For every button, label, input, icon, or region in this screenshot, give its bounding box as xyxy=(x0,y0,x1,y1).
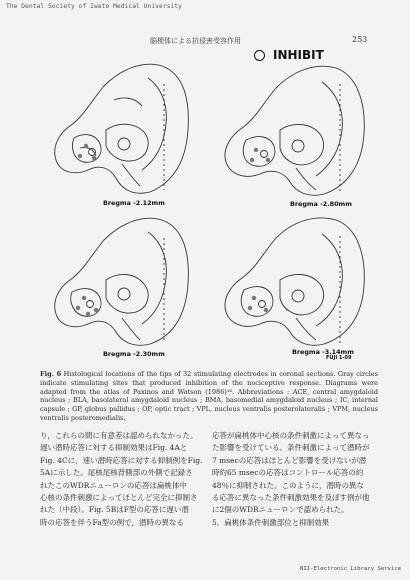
open-circle-icon xyxy=(254,50,265,61)
brain-diagram-a xyxy=(44,60,194,198)
body-line: た影響を受けている。条件刺激によって潜時が xyxy=(212,443,370,453)
brain-section-b xyxy=(212,64,370,200)
body-column-left xyxy=(40,430,210,529)
body-line: り，これらの間に有意差は認められなかった。 xyxy=(40,431,198,440)
brain-section-d xyxy=(212,216,370,350)
panel-d-label: Bregma -3.14mm xyxy=(292,348,354,356)
panel-a-label: Bregma -2.12mm xyxy=(103,199,165,207)
panel-b-label: Bregma -2.80mm xyxy=(290,200,352,208)
body-line: 7 msecの応答はほとんど影響を受けないが潜 xyxy=(212,455,367,465)
body-line: 心核の条件刺激によってほとんど完全に抑制さ xyxy=(40,493,198,503)
brain-diagram-b xyxy=(212,64,370,200)
figure-caption xyxy=(40,370,378,423)
brain-section-a xyxy=(44,60,194,198)
running-title: 脳梗体による抗侵害受容作用 xyxy=(150,37,241,45)
panel-c-label: Bregma -2.30mm xyxy=(103,350,165,358)
journal-header: The Dental Society of Iwate Medical University xyxy=(6,3,182,10)
figure-code: FUJI 1-09 xyxy=(326,355,352,361)
section-heading: 5．扁桃体条件刺激部位と抑制効果 xyxy=(212,517,330,527)
body-line: 48％に抑制された。このように，潜時の異な xyxy=(212,480,365,490)
body-line: 時の応答を伴うFa型の例で，潜時の異なる xyxy=(40,517,185,527)
caption-label: Fig. 6 xyxy=(40,370,62,378)
body-line: れた（中段）。Fig. 5BはF型の応答に遅い潜 xyxy=(40,505,189,515)
body-line: れたこのWDRニューロンの応答は扁桃体中 xyxy=(40,480,187,490)
page-number: 253 xyxy=(352,35,368,44)
inhibit-legend xyxy=(254,48,324,62)
legend-label: INHIBIT xyxy=(273,48,324,62)
brain-diagram-c xyxy=(44,214,194,350)
body-line: 応答が扁桃体中心核の条件刺激によって異なっ xyxy=(212,431,370,440)
body-line: る応答に異なった条件刺激効果を及ぼす例が他 xyxy=(212,493,370,503)
brain-section-c xyxy=(44,214,194,350)
body-line: 時約65 msecの応答はコントロール応答の約 xyxy=(212,468,364,478)
brain-diagram-d xyxy=(212,216,370,350)
caption-text: Histological locations of the tips of 32 stimulating electrodes in coronal sections. Gray circles indicate stimulating sites that produced inhibition of the nociceptive response. Diagrams were adapted from the atlas of Paxinos and Watson (1986)¹⁶. Abbreviations : ACE, central amygdaloid nucleus ; BLA, basolateral amygdaloid nucleus ; BMA, basomedial amygdaloid nucleus ; IC, internal capsule ; GP, globus pallidus ; OP, optic tract ; VPL, nucleus ventralis posterolateralis ; VPM, nucleus ventralis posteromedialis. xyxy=(40,370,378,422)
body-line: Fig. 4Cに，速い潜時応答に対する抑制例をFig. xyxy=(40,455,203,465)
body-line: 5Aに示した。尾核尾核背側部の外側で記録さ xyxy=(40,468,193,478)
body-line: に2個のWDRニューロンで認められた。 xyxy=(212,505,349,515)
body-column-right xyxy=(212,430,382,529)
footer-credit: NII-Electronic Library Service xyxy=(300,566,402,572)
body-line: 遅い潜時応答に対する抑制効果はFig. 4Aと xyxy=(40,443,188,453)
